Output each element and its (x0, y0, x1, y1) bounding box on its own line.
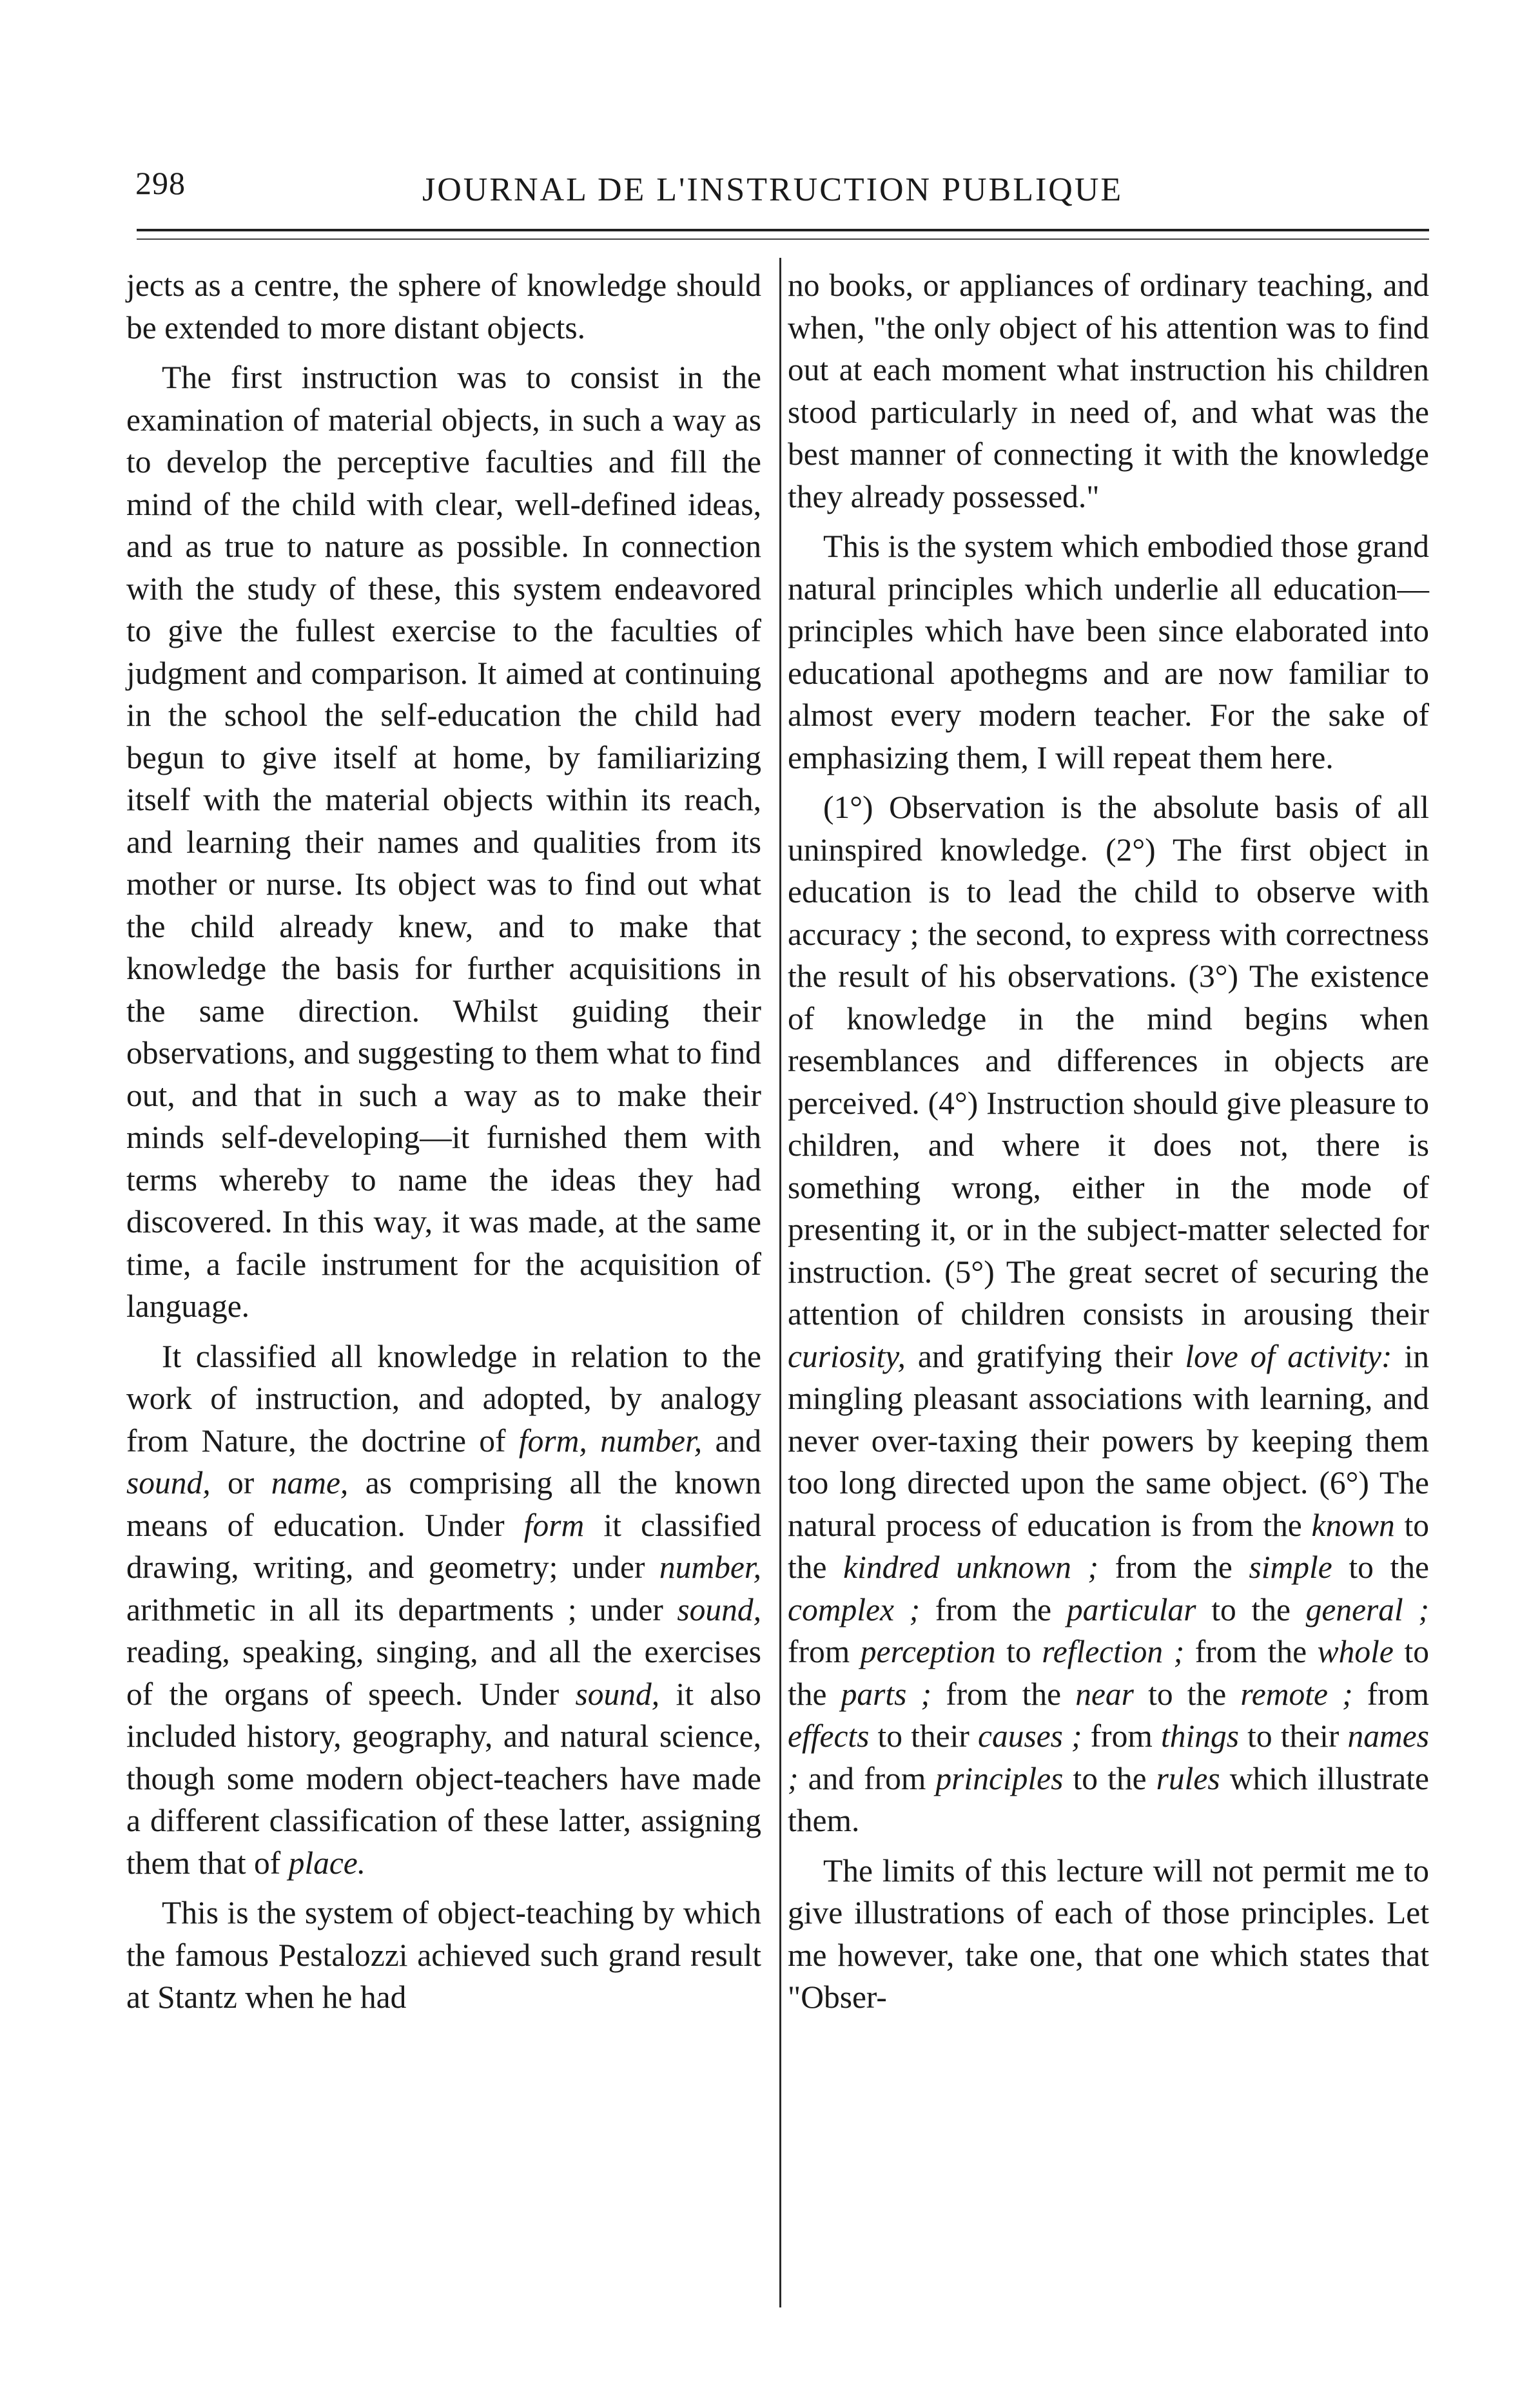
paragraph: (1°) Observation is the absolute basis of all uninspired knowledge. (2°) The first object in education is to lead the child to observe with accuracy ; the second, to express with correctness the result of his observations. (3°) The existence of knowledge in the mind begins when resemblances and differences in objects are perceived. (4°) Instruction should give pleasure to children, and where it does not, there is something wrong, either in the mode of presenting it, or in the subject-matter selected for instruction. (5°) The great secret of securing the attention of children consists in arousing their curiosity, and gratifying their love of activity: in mingling pleasant associations with learning, and never over-taxing their powers by keeping them too long directed upon the same object. (6°) The natural process of education is from the known to the kindred unknown ; from the simple to the complex ; from the particular to the general ; from perception to reflection ; from the whole to the parts ; from the near to the remote ; from effects to their causes ; from things to their names ; and from principles to the rules which illustrate them. (788, 790, 1430, 1838)
paragraph: This is the system which embodied those grand natural principles which underlie all education—principles which have been since elaborated into educational apothegms and are now familiar to almost every modern teacher. For the sake of emphasizing them, I will repeat them here. (788, 529, 1429, 775)
paragraph: The limits of this lecture will not permit me to give illustrations of each of those principles. Let me however, take one, that one which states that "Obser- (788, 1852, 1429, 2015)
paragraph: The first instruction was to consist in the examination of material objects, in such a way as to develop the perceptive faculties and fill the mind of the child with clear, well-defined ideas, and as true to nature as possible. In connection with the study of these, this system endeavored to give the fullest exercise to the faculties of judgment and comparison. It aimed at continuing in the school the self-education the child had begun to give itself at home, by familiarizing itself with the material objects within its reach, and learning their names and qualities from its mother or nurse. Its object was to find out what the child already knew, and to make that knowledge the basis for further acquisitions in the same direction. Whilst guiding their observations, and suggesting to them what to find out, and that in such a way as to make their minds self-developing—it furnished them with terms whereby to name the ideas they had discovered. In this way, it was made, at the same time, a facile instrument for the acquisition of language. (126, 360, 761, 1324)
header-rule-secondary (137, 238, 1429, 240)
page-header (126, 164, 1434, 222)
paragraph: no books, or appliances of ordinary teaching, and when, "the only object of his attention was to find out at each moment what instruction his children stood particularly in need of, and what was the best manner of connecting it with the knowledge they already possessed." (788, 267, 1429, 514)
page-number: 298 (135, 165, 186, 201)
header-rule (137, 229, 1429, 231)
running-head: JOURNAL DE L'INSTRUCTION PUBLIQUE (422, 171, 1124, 208)
right-column (788, 264, 1429, 2026)
paragraph: This is the system of object-teaching by which the famous Pestalozzi achieved such grand result at Stantz when he had (126, 1895, 761, 2015)
paragraph: jects as a centre, the sphere of knowledge should be extended to more distant objects. (126, 267, 761, 345)
left-column (126, 264, 761, 2026)
paragraph: It classified all knowledge in relation to the work of instruction, and adopted, by analogy from Nature, the doctrine of form, number, and sound, or name, as comprising all the known means of education. Under form it classified drawing, writing, and geometry; under number, arithmetic in all its departments ; under sound, reading, speaking, singing, and all the exercises of the organs of speech. Under sound, it also included history, geography, and natural science, though some modern object-teachers have made a different classification of these latter, assigning them that of place. (126, 1338, 762, 1881)
column-divider (779, 258, 781, 2307)
